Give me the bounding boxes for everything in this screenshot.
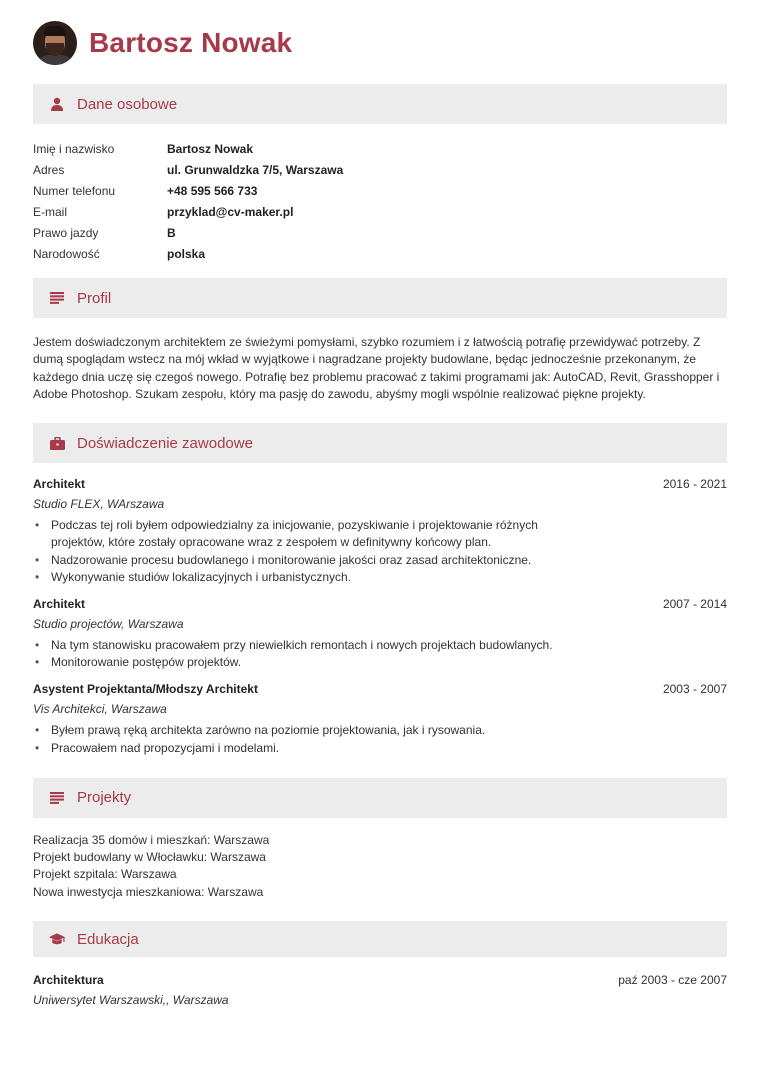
list-item: Realizacja 35 domów i mieszkań: Warszawa	[33, 832, 270, 847]
detail-label: Adres	[33, 162, 65, 177]
detail-value: Bartosz Nowak	[167, 141, 254, 156]
job-entry	[33, 477, 727, 586]
section-profile-header	[33, 278, 727, 318]
list-item: • Podczas tej roli byłem odpowiedzialny za inicjowanie, pozyskiwanie i projektowanie różnych projektów, które zostały opracowane wraz z zespołem w definitywny końcowy plan.	[33, 517, 593, 551]
detail-row	[33, 180, 727, 201]
job-dates: 2007 - 2014	[662, 597, 727, 611]
detail-row	[33, 138, 727, 159]
section-title: Dane osobowe	[77, 95, 178, 113]
detail-row	[33, 243, 727, 264]
education-school: Uniwersytet Warszawski,, Warszawa	[33, 993, 229, 1007]
detail-label: Numer telefonu	[33, 183, 116, 198]
cv-page	[33, 20, 727, 1007]
detail-row	[33, 159, 727, 180]
graduation-cap-icon	[49, 931, 65, 947]
section-experience-header	[33, 423, 727, 463]
job-company: Vis Architekci, Warszawa	[33, 702, 167, 717]
education-degree: Architektura	[33, 973, 104, 987]
section-personal-header	[33, 84, 727, 124]
job-dates: 2003 - 2007	[662, 682, 727, 697]
section-title: Profil	[77, 289, 112, 307]
page-title: Bartosz Nowak	[89, 26, 293, 58]
profile-text: Jestem doświadczonym architektem ze świeżymi pomysłami, szybko rozumiem i z łatwością potrafię przewidywać potrzeby. Z dumą spoglądam wstecz na mój wkład w wyjątkowe i nagradzane projekty budowlane, będąc jednocześnie przekonanym, że każdego dnia uczę się czegoś nowego. Potrafię bez problemu pracować z takimi programami jak: AutoCAD, Revit, Grasshopper i Adobe Photoshop. Szukam zespołu, który ma pasję do zawodu, abyśmy mogli wspólnie realizować piękne projekty.	[33, 335, 720, 401]
section-title: Projekty	[77, 789, 132, 807]
list-item: • Pracowałem nad propozycjami i modelami.	[33, 740, 593, 757]
section-title: Edukacja	[77, 930, 139, 948]
detail-label: Prawo jazdy	[33, 225, 99, 240]
list-item: • Byłem prawą ręką architekta zarówno na poziomie projektowania, jak i rysowania.	[33, 722, 593, 739]
lines-icon	[49, 790, 65, 806]
detail-row	[33, 222, 727, 243]
detail-row	[33, 201, 727, 222]
job-company: Studio FLEX, WArszawa	[33, 497, 165, 512]
lines-icon	[49, 290, 65, 306]
detail-label: E-mail	[33, 204, 68, 219]
list-item: Projekt szpitala: Warszawa	[33, 867, 177, 882]
detail-value: ul. Grunwaldzka 7/5, Warszawa	[167, 162, 344, 177]
job-entry	[33, 597, 727, 671]
detail-label: Imię i nazwisko	[33, 141, 115, 156]
job-title: Architekt	[33, 477, 86, 492]
detail-label: Narodowość	[33, 246, 100, 261]
list-item: • Nadzorowanie procesu budowlanego i monitorowanie jakości oraz zasad architektoniczne.	[33, 552, 593, 569]
job-entry	[33, 682, 727, 756]
detail-value: przyklad@cv-maker.pl	[167, 204, 294, 219]
person-icon	[49, 96, 65, 112]
avatar	[33, 21, 77, 65]
cv-header	[33, 20, 727, 65]
job-company: Studio projectów, Warszawa	[33, 617, 184, 631]
section-projects-header	[33, 778, 727, 818]
detail-value: B	[167, 225, 176, 240]
detail-value: +48 595 566 733	[167, 183, 258, 198]
list-item: Projekt budowlany w Włocławku: Warszawa	[33, 850, 266, 865]
detail-value: polska	[167, 246, 206, 261]
list-item: • Monitorowanie postępów projektów.	[33, 654, 593, 671]
list-item: Nowa inwestycja mieszkaniowa: Warszawa	[33, 884, 264, 899]
job-dates: 2016 - 2021	[662, 477, 727, 492]
job-title: Architekt	[33, 597, 86, 611]
section-education-header	[33, 921, 727, 957]
job-title: Asystent Projektanta/Młodszy Architekt	[33, 682, 258, 697]
projects-list	[33, 832, 727, 901]
education-entry	[33, 973, 727, 1007]
list-item: • Wykonywanie studiów lokalizacyjnych i urbanistycznych.	[33, 569, 593, 586]
education-dates: paź 2003 - cze 2007	[618, 973, 727, 987]
section-title: Doświadczenie zawodowe	[77, 434, 253, 452]
list-item: • Na tym stanowisku pracowałem przy niewielkich remontach i nowych projektach budowlanych.	[33, 637, 593, 654]
personal-details	[33, 138, 727, 264]
briefcase-icon	[49, 435, 65, 451]
